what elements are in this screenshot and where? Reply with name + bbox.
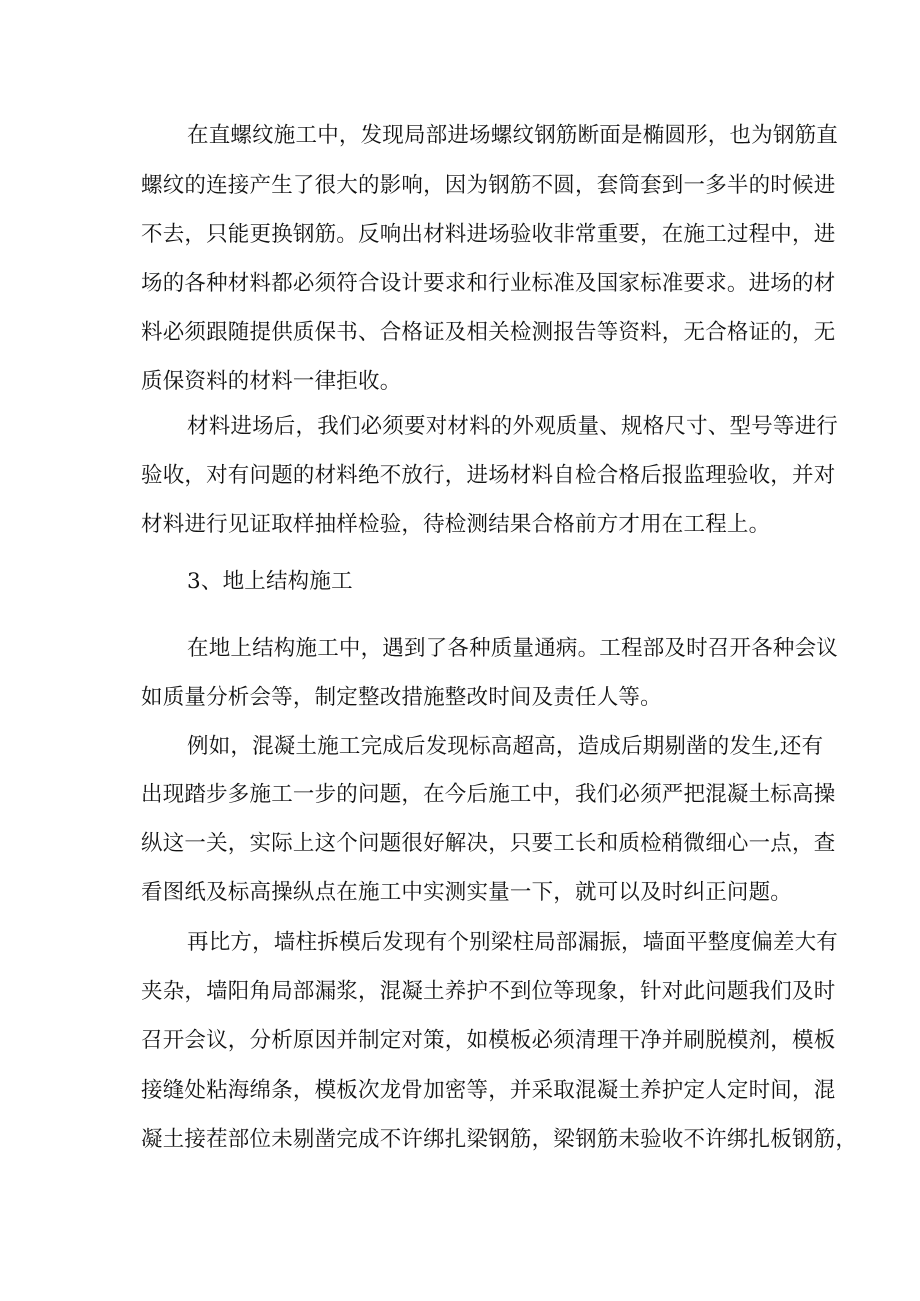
paragraph-line: 再比方，墙柱拆模后发现有个别梁柱局部漏振，墙面平整度偏差大有: [187, 930, 839, 955]
paragraph-line: 召开会议，分析原因并制定对策，如模板必须清理干净并刷脱模剂，模板: [141, 1028, 836, 1053]
paragraph-line: 在地上结构施工中，遇到了各种质量通病。工程部及时召开各种会议: [187, 636, 839, 661]
paragraph-line: 接缝处粘海绵条，模板次龙骨加密等，并采取混凝土养护定人定时间，混: [141, 1078, 836, 1103]
paragraph-line: 如质量分析会等，制定整改措施整改时间及责任人等。: [141, 685, 662, 710]
paragraph-line: 纵这一关，实际上这个问题很好解决，只要工长和质检稍微细心一点，查: [141, 831, 836, 856]
paragraph-line: 材料进行见证取样抽样检验，待检测结果合格前方才用在工程上。: [141, 512, 771, 537]
paragraph-line: 在直螺纹施工中，发现局部进场螺纹钢筋断面是椭圆形，也为钢筋直: [187, 123, 839, 148]
paragraph-line: 验收，对有问题的材料绝不放行，进场材料自检合格后报监理验收，并对: [141, 463, 836, 488]
paragraph-line: 凝土接茬部位未剔凿完成不许绑扎梁钢筋，梁钢筋未验收不许绑扎板钢筋，: [141, 1127, 858, 1152]
paragraph-line: 场的各种材料都必须符合设计要求和行业标准及国家标准要求。进场的材: [141, 271, 836, 296]
paragraph-line: 不去，只能更换钢筋。反响出材料进场验收非常重要，在施工过程中，进: [141, 222, 836, 247]
paragraph-line: 例如，混凝土施工完成后发现标高超高，造成后期剔凿的发生,还有: [187, 734, 824, 759]
paragraph-line: 料必须跟随提供质保书、合格证及相关检测报告等资料，无合格证的，无: [141, 320, 836, 345]
paragraph-line: 夹杂，墙阳角局部漏浆，混凝土养护不到位等现象，针对此问题我们及时: [141, 979, 836, 1004]
paragraph-line: 出现踏步多施工一步的问题，在今后施工中，我们必须严把混凝土标高操: [141, 782, 836, 807]
paragraph-line: 螺纹的连接产生了很大的影响，因为钢筋不圆，套筒套到一多半的时候进: [141, 173, 836, 198]
paragraph-line: 质保资料的材料一律拒收。: [141, 369, 402, 394]
section-heading: 3、地上结构施工: [187, 569, 353, 594]
paragraph-line: 看图纸及标高操纵点在施工中实测实量一下，就可以及时纠正问题。: [141, 880, 793, 905]
paragraph-line: 材料进场后，我们必须要对材料的外观质量、规格尺寸、型号等进行: [187, 414, 839, 439]
